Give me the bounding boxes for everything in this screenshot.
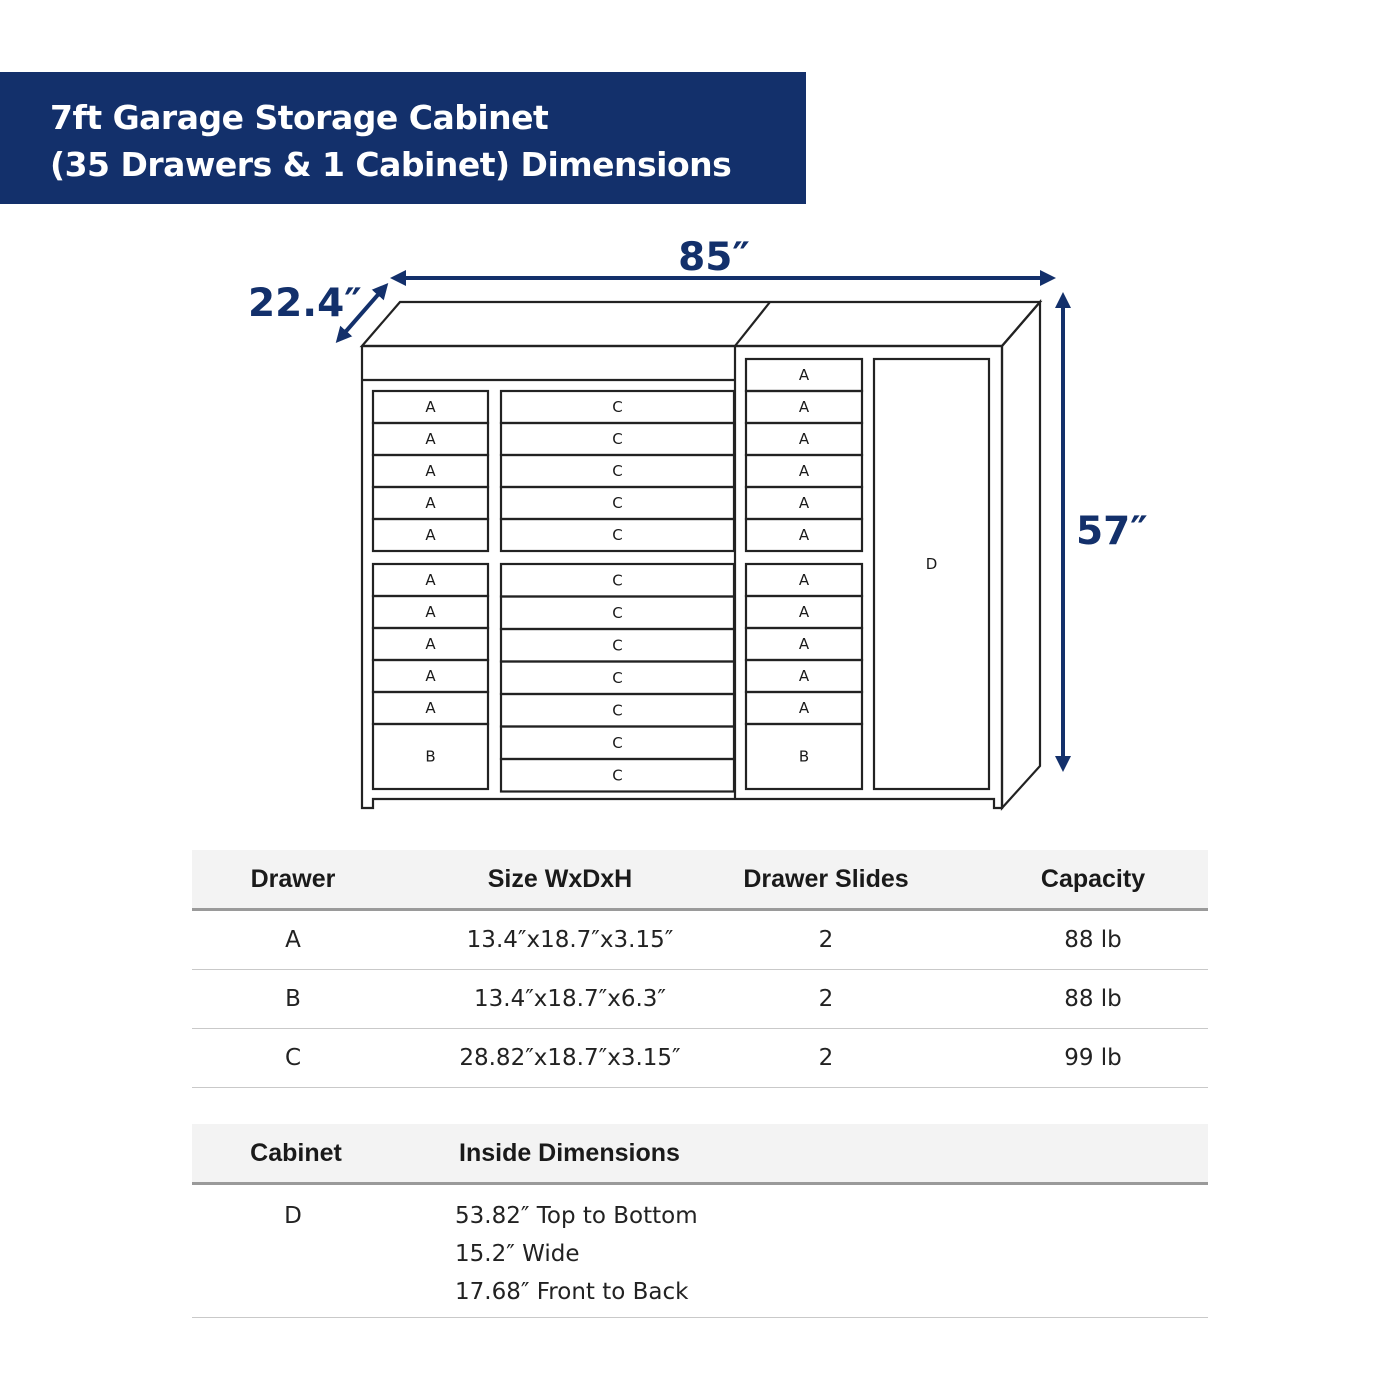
cell-size: 28.82″x18.7″x3.15″ bbox=[459, 1045, 681, 1071]
drawer-label: A bbox=[798, 398, 810, 416]
drawer-label: A bbox=[425, 571, 436, 589]
drawer-label: A bbox=[425, 667, 436, 685]
drawer-label: A bbox=[425, 494, 436, 512]
cell-capacity: 88 lb bbox=[1064, 927, 1122, 953]
cell-cabinet: D bbox=[284, 1203, 302, 1229]
cabinet-table bbox=[192, 1124, 1208, 1318]
cell-inside-dimensions bbox=[455, 1185, 855, 1311]
drawer-label: C bbox=[612, 571, 623, 590]
drawer-label: A bbox=[798, 430, 810, 448]
cell-drawer: B bbox=[285, 986, 301, 1012]
drawer-label: C bbox=[612, 603, 623, 622]
drawer-table-header bbox=[192, 850, 1208, 911]
door-label: D bbox=[925, 555, 938, 573]
drawer-label: A bbox=[798, 635, 810, 653]
drawer-label: A bbox=[425, 526, 436, 544]
drawer-label: A bbox=[798, 366, 810, 384]
width-label: 85″ bbox=[678, 235, 750, 280]
drawer-label: A bbox=[798, 494, 810, 512]
header-size: Size WxDxH bbox=[487, 864, 633, 893]
title-line-2: (35 Drawers & 1 Cabinet) Dimensions bbox=[50, 145, 732, 184]
table-row bbox=[192, 1185, 1208, 1318]
drawer-label: A bbox=[425, 603, 436, 621]
drawer-label: A bbox=[798, 526, 810, 544]
drawer-label: A bbox=[798, 571, 810, 589]
drawer-label: C bbox=[612, 526, 623, 544]
cabinet-side-panel bbox=[1002, 302, 1040, 808]
inside-dim-line: 53.82″ Top to Bottom bbox=[455, 1203, 698, 1229]
drawer-label: A bbox=[425, 462, 436, 480]
table-row bbox=[192, 970, 1208, 1029]
drawer-label: A bbox=[798, 667, 810, 685]
drawer-label: C bbox=[612, 430, 623, 448]
drawer-table bbox=[192, 850, 1208, 1088]
header-drawer: Drawer bbox=[250, 864, 336, 893]
drawer-label: C bbox=[612, 668, 623, 687]
title-line-1: 7ft Garage Storage Cabinet bbox=[50, 98, 549, 137]
depth-label: 22.4″ bbox=[248, 281, 362, 326]
cabinet-table-header bbox=[192, 1124, 1208, 1185]
drawer-label: C bbox=[612, 701, 623, 720]
cell-drawer: A bbox=[285, 927, 301, 953]
drawer-label: C bbox=[612, 462, 623, 480]
drawer-label: A bbox=[425, 635, 436, 653]
height-label: 57″ bbox=[1076, 509, 1148, 554]
table-row bbox=[192, 1029, 1208, 1088]
cell-size: 13.4″x18.7″x6.3″ bbox=[474, 986, 666, 1012]
drawer-label: C bbox=[612, 494, 623, 512]
top-surface-split bbox=[735, 302, 770, 346]
drawer-label: A bbox=[425, 430, 436, 448]
table-row bbox=[192, 911, 1208, 970]
drawer-label: A bbox=[798, 462, 810, 480]
cell-drawer: C bbox=[284, 1045, 302, 1071]
cabinet-front-outline bbox=[362, 346, 1002, 808]
cabinet-door-d bbox=[874, 359, 989, 789]
drawer-label: C bbox=[612, 636, 623, 655]
drawer-label: C bbox=[612, 733, 623, 752]
inside-dim-line: 15.2″ Wide bbox=[455, 1241, 580, 1267]
header-capacity: Capacity bbox=[1040, 864, 1146, 893]
cell-capacity: 99 lb bbox=[1064, 1045, 1122, 1071]
drawer-label: C bbox=[612, 398, 623, 416]
drawer-label: A bbox=[425, 699, 436, 717]
drawer-label: A bbox=[798, 699, 810, 717]
cell-slides: 2 bbox=[818, 1045, 834, 1071]
cabinet-top-surface bbox=[362, 302, 1040, 346]
cell-size: 13.4″x18.7″x3.15″ bbox=[466, 927, 674, 953]
cell-capacity: 88 lb bbox=[1064, 986, 1122, 1012]
drawer-label: A bbox=[798, 603, 810, 621]
cell-slides: 2 bbox=[818, 986, 834, 1012]
drawer-label: B bbox=[425, 747, 436, 766]
header-cabinet: Cabinet bbox=[250, 1138, 342, 1167]
drawer-label: A bbox=[425, 398, 436, 416]
inside-dim-line: 17.68″ Front to Back bbox=[455, 1279, 689, 1305]
drawer-label: C bbox=[612, 766, 623, 785]
cell-slides: 2 bbox=[818, 927, 834, 953]
header-inside-dimensions: Inside Dimensions bbox=[459, 1138, 680, 1167]
drawer-label: B bbox=[798, 747, 810, 766]
header-slides: Drawer Slides bbox=[743, 864, 909, 893]
